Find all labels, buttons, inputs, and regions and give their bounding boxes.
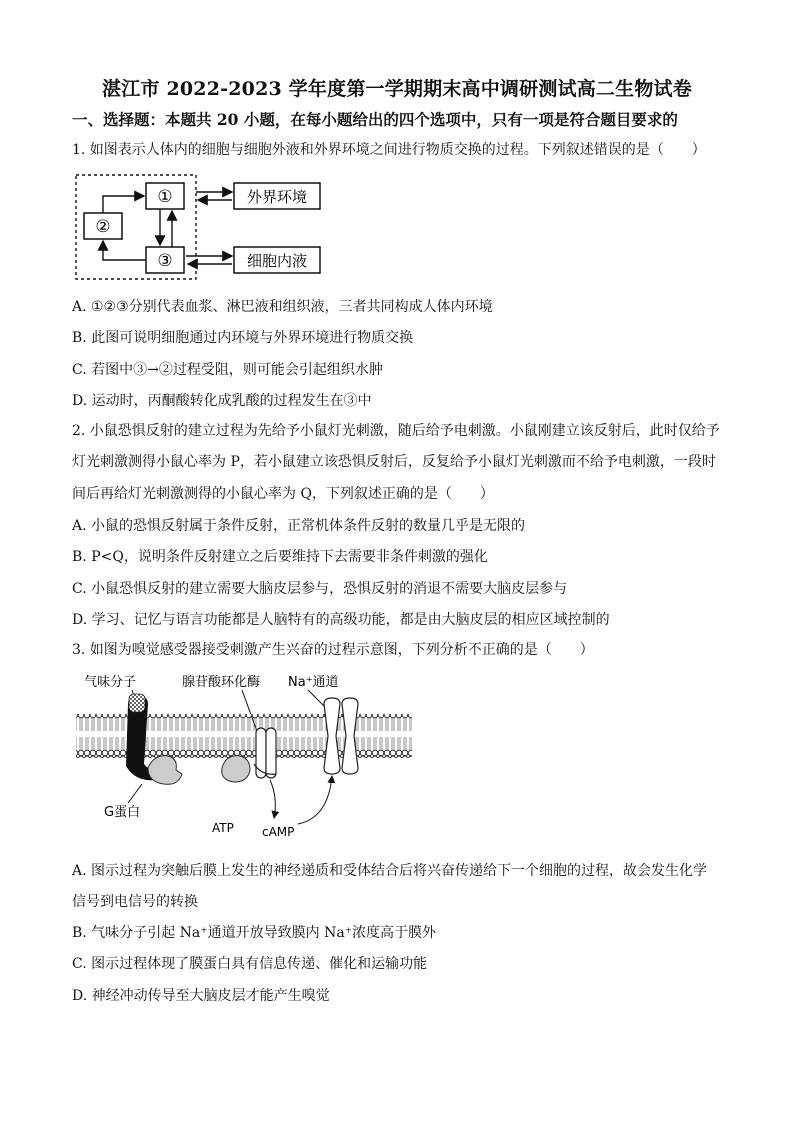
na-channel-label: Na⁺通道	[288, 675, 339, 690]
q2-option-d: D. 学习、记忆与语言功能都是人脑特有的高级功能，都是由大脑皮层的相应区域控制的	[72, 612, 610, 628]
box-2-label: ②	[95, 217, 111, 237]
q1-option-a: A. ①②③分别代表血浆、淋巴液和组织液，三者共同构成人体内环境	[72, 299, 493, 315]
page-title: 湛江市 2022-2023 学年度第一学期期末高中调研测试高二生物试卷	[102, 78, 692, 100]
q1-option-d: D. 运动时，丙酮酸转化成乳酸的过程发生在③中	[72, 393, 372, 409]
q3-stem: 3. 如图为嗅觉感受器接受刺激产生兴奋的过程示意图，下列分析不正确的是（ ）	[72, 642, 594, 658]
q3-option-a-cont: 信号到电信号的转换	[72, 894, 198, 910]
odor-molecule-label: 气味分子	[84, 675, 137, 690]
arrow-2-to-1	[103, 196, 144, 213]
atp-label: ATP	[212, 821, 234, 835]
g-protein-pointer	[128, 784, 142, 803]
g-protein	[148, 756, 182, 785]
odor-molecule	[129, 694, 145, 712]
q3-diagram	[72, 668, 417, 840]
q1-option-c: C. 若图中③→②过程受阻，则可能会引起组织水肿	[72, 362, 383, 378]
enzyme-subunit-right	[266, 728, 276, 778]
camp-label: cAMP	[262, 825, 295, 839]
q3-option-d: D. 神经冲动传导至大脑皮层才能产生嗅觉	[72, 988, 330, 1004]
arrow-3-to-2	[103, 241, 146, 260]
cell-membrane	[76, 714, 412, 758]
q2-option-a: A. 小鼠的恐惧反射属于条件反射，正常机体条件反射的数量几乎是无限的	[72, 518, 526, 534]
cell-fluid-label: 细胞内液	[246, 252, 308, 270]
q1-option-b: B. 此图可说明细胞通过内环境与外界环境进行物质交换	[72, 330, 414, 346]
q3-option-b: B. 气味分子引起 Na⁺通道开放导致膜内 Na⁺浓度高于膜外	[72, 925, 437, 941]
q2-option-c: C. 小鼠恐惧反射的建立需要大脑皮层参与，恐惧反射的消退不需要大脑皮层参与	[72, 581, 568, 597]
atp-to-camp-arrow	[270, 780, 275, 818]
g-protein-label: G蛋白	[104, 805, 141, 820]
camp-to-channel-arrow	[298, 776, 332, 824]
channel-pointer	[308, 690, 326, 708]
q2-option-b: B. P<Q，说明条件反射建立之后要维持下去需要非条件刺激的强化	[72, 549, 488, 565]
q3-option-a: A. 图示过程为突触后膜上发生的神经递质和受体结合后将兴奋传递给下一个细胞的过程，故会发生化学	[72, 863, 708, 879]
q3-option-c: C. 图示过程体现了膜蛋白具有信息传递、催化和运输功能	[72, 956, 428, 972]
external-label: 外界环境	[246, 188, 308, 206]
adenylate-cyclase-label: 腺苷酸环化酶	[182, 675, 261, 690]
q2-stem-line-3: 间后再给灯光刺激测得的小鼠心率为 Q，下列叙述正确的是（ ）	[72, 486, 494, 502]
box-3-label: ③	[157, 251, 173, 271]
box-1-label: ①	[157, 187, 173, 207]
section-heading: 一、选择题：本题共 20 小题，在每小题给出的四个选项中，只有一项是符合题目要求的	[72, 110, 678, 129]
g-protein-active	[222, 756, 250, 782]
q2-stem-line-1: 2. 小鼠恐惧反射的建立过程为先给予小鼠灯光刺激，随后给予电刺激。小鼠刚建立该反射后，此时仅给予	[72, 423, 720, 439]
q1-stem: 1. 如图表示人体内的细胞与细胞外液和外界环境之间进行物质交换的过程。下列叙述错误的是（ ）	[72, 142, 706, 158]
q2-stem-line-2: 灯光刺激测得小鼠心率为 P，若小鼠建立该恐惧反射后，反复给予小鼠灯光刺激而不给予电刺激，一段时	[72, 454, 716, 470]
q1-diagram	[72, 172, 332, 284]
